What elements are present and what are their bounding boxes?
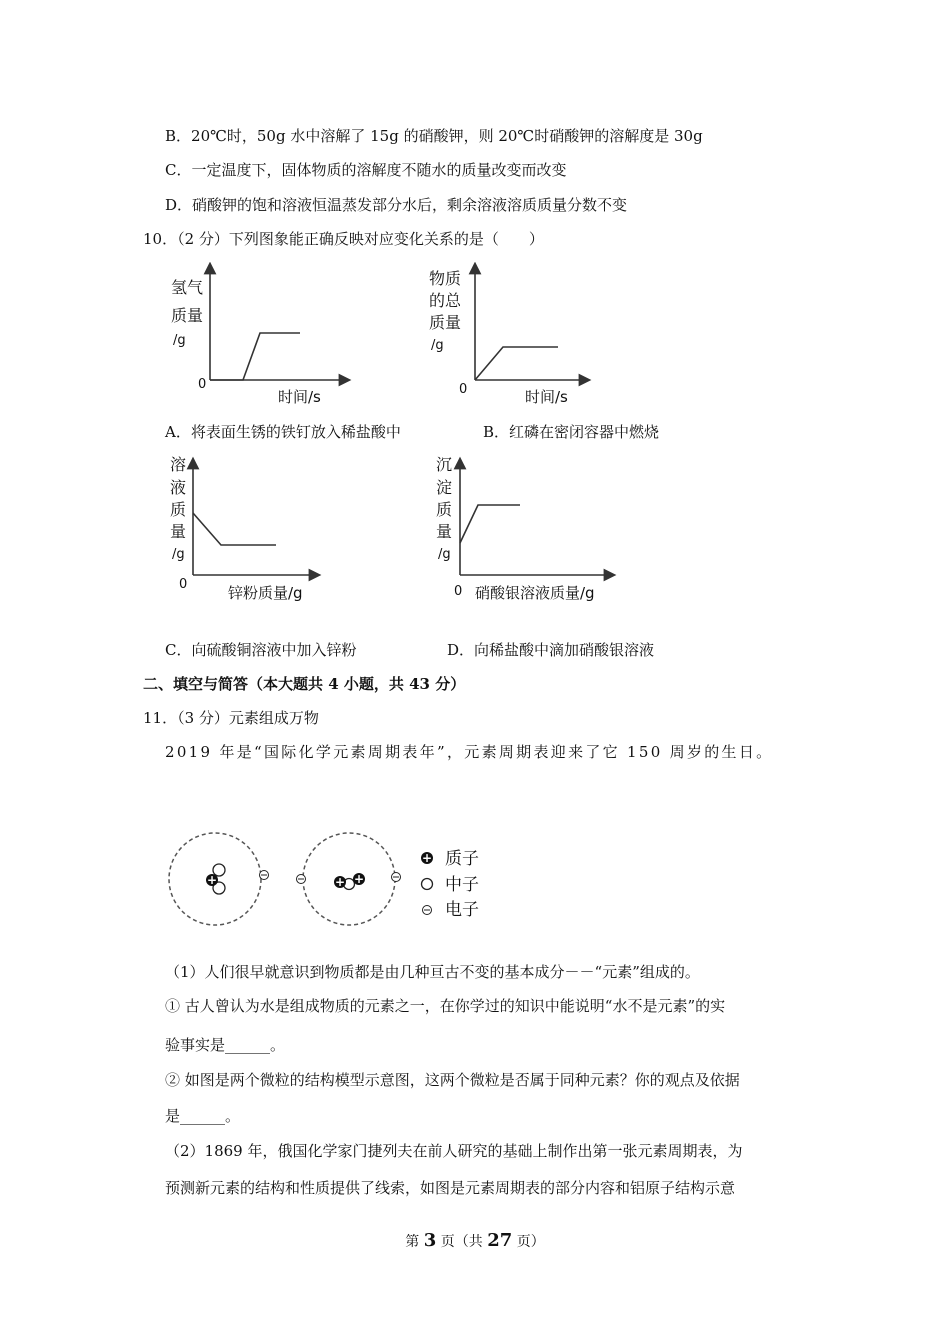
footer-middle: 页（共: [436, 1234, 488, 1250]
legend-neutron-icon: [422, 879, 433, 890]
page-footer: [0, 1230, 950, 1251]
q11-part1a-line1: ① 古人曾认为水是组成物质的元素之一，在你学过的知识中能说明“水不是元素”的实: [165, 997, 726, 1015]
q9-option-d: D．硝酸钾的饱和溶液恒温蒸发部分水后，剩余溶液溶质质量分数不变: [165, 196, 628, 214]
graph-c-ylabel-3: 质: [170, 500, 187, 519]
graph-b-xlabel: 时间/s: [525, 388, 568, 406]
q11-part1: （1）人们很早就意识到物质都是由几种亘古不变的基本成分－－“元素”组成的。: [165, 963, 700, 981]
graph-d-ylabel-2: 淀: [436, 478, 453, 497]
q10-caption-a: A．将表面生锈的铁钉放入稀盐酸中: [165, 423, 401, 441]
q11-stem: 11．（3 分）元素组成万物: [143, 709, 319, 727]
graph-b-ylabel-2: 的总: [429, 291, 462, 310]
graph-c-ylabel-5: /g: [172, 547, 185, 562]
graph-a-curve: [210, 333, 300, 380]
graph-b-ylabel-1: 物质: [429, 269, 462, 288]
q11-part2-line2: 预测新元素的结构和性质提供了线索，如图是元素周期表的部分内容和铝原子结构示意: [165, 1179, 736, 1197]
graph-a-origin: 0: [198, 377, 207, 392]
graph-d: [430, 455, 620, 605]
q9-option-c: C．一定温度下，固体物质的溶解度不随水的质量改变而改变: [165, 161, 567, 179]
graph-c-curve: [193, 513, 276, 545]
q10-caption-c: C．向硫酸铜溶液中加入锌粉: [165, 641, 357, 659]
graph-c-origin: 0: [179, 577, 188, 592]
q11-part2-line1: （2）1869 年，俄国化学家门捷列夫在前人研究的基础上制作出第一张元素周期表，为: [165, 1142, 743, 1160]
q11-intro: 2019 年是“国际化学元素周期表年”，元素周期表迎来了它 150 周岁的生日。: [165, 743, 774, 761]
graph-b-ylabel-3: 质量: [429, 313, 462, 332]
graph-d-origin: 0: [454, 584, 463, 599]
graph-a-ylabel-1: 氢气: [171, 278, 204, 297]
graph-b-ylabel-4: /g: [431, 338, 444, 353]
graph-d-xlabel: 硝酸银溶液质量/g: [475, 584, 595, 602]
graph-a: [165, 262, 355, 408]
svg-text:+: +: [206, 873, 218, 887]
section-2-title: 二、填空与简答（本大题共 4 小题，共 43 分）: [143, 675, 466, 693]
graph-d-ylabel-3: 质: [436, 500, 453, 519]
graph-a-xlabel: 时间/s: [278, 388, 321, 406]
svg-text:+: +: [353, 872, 365, 886]
graph-c-xlabel: 锌粉质量/g: [228, 584, 303, 602]
graph-d-curve: [460, 505, 520, 543]
q9-option-b: B．20℃时，50g 水中溶解了 15g 的硝酸钾，则 20℃时硝酸钾的溶解度是 30g: [165, 127, 703, 145]
legend-electron-label: 电子: [445, 900, 479, 920]
graph-c-ylabel-2: 液: [170, 478, 187, 497]
graph-d-ylabel-5: /g: [438, 547, 451, 562]
legend-neutron-label: 中子: [445, 875, 479, 895]
graph-b-curve: [475, 347, 558, 380]
footer-suffix: 页）: [512, 1234, 545, 1250]
footer-prefix: 第: [405, 1234, 424, 1250]
graph-c-ylabel-4: 量: [170, 522, 187, 541]
graph-d-ylabel-4: 量: [436, 522, 453, 541]
particle-diagram: [165, 828, 495, 930]
footer-page-number: 3: [423, 1230, 437, 1251]
graph-a-ylabel-2: 质量: [171, 306, 204, 325]
svg-text:+: +: [334, 875, 346, 889]
q10-caption-b: B．红磷在密闭容器中燃烧: [483, 423, 660, 441]
graph-b: [425, 262, 595, 408]
graph-c: [165, 455, 325, 605]
q10-stem: 10．（2 分）下列图象能正确反映对应变化关系的是（ ）: [143, 230, 544, 248]
q11-part1b-line1: ② 如图是两个微粒的结构模型示意图，这两个微粒是否属于同种元素？你的观点及依据: [165, 1071, 740, 1089]
q11-part1b-line2: 是______。: [165, 1107, 241, 1125]
graph-d-ylabel-1: 沉: [436, 455, 453, 474]
graph-c-ylabel-1: 溶: [170, 455, 187, 474]
graph-b-origin: 0: [459, 382, 468, 397]
svg-text:+: +: [421, 851, 433, 865]
legend-proton-label: 质子: [445, 849, 479, 869]
q10-caption-d: D．向稀盐酸中滴加硝酸银溶液: [447, 641, 655, 659]
graph-a-ylabel-3: /g: [173, 333, 186, 348]
footer-total-pages: 27: [487, 1230, 513, 1251]
q11-part1a-line2: 验事实是______。: [165, 1036, 286, 1054]
